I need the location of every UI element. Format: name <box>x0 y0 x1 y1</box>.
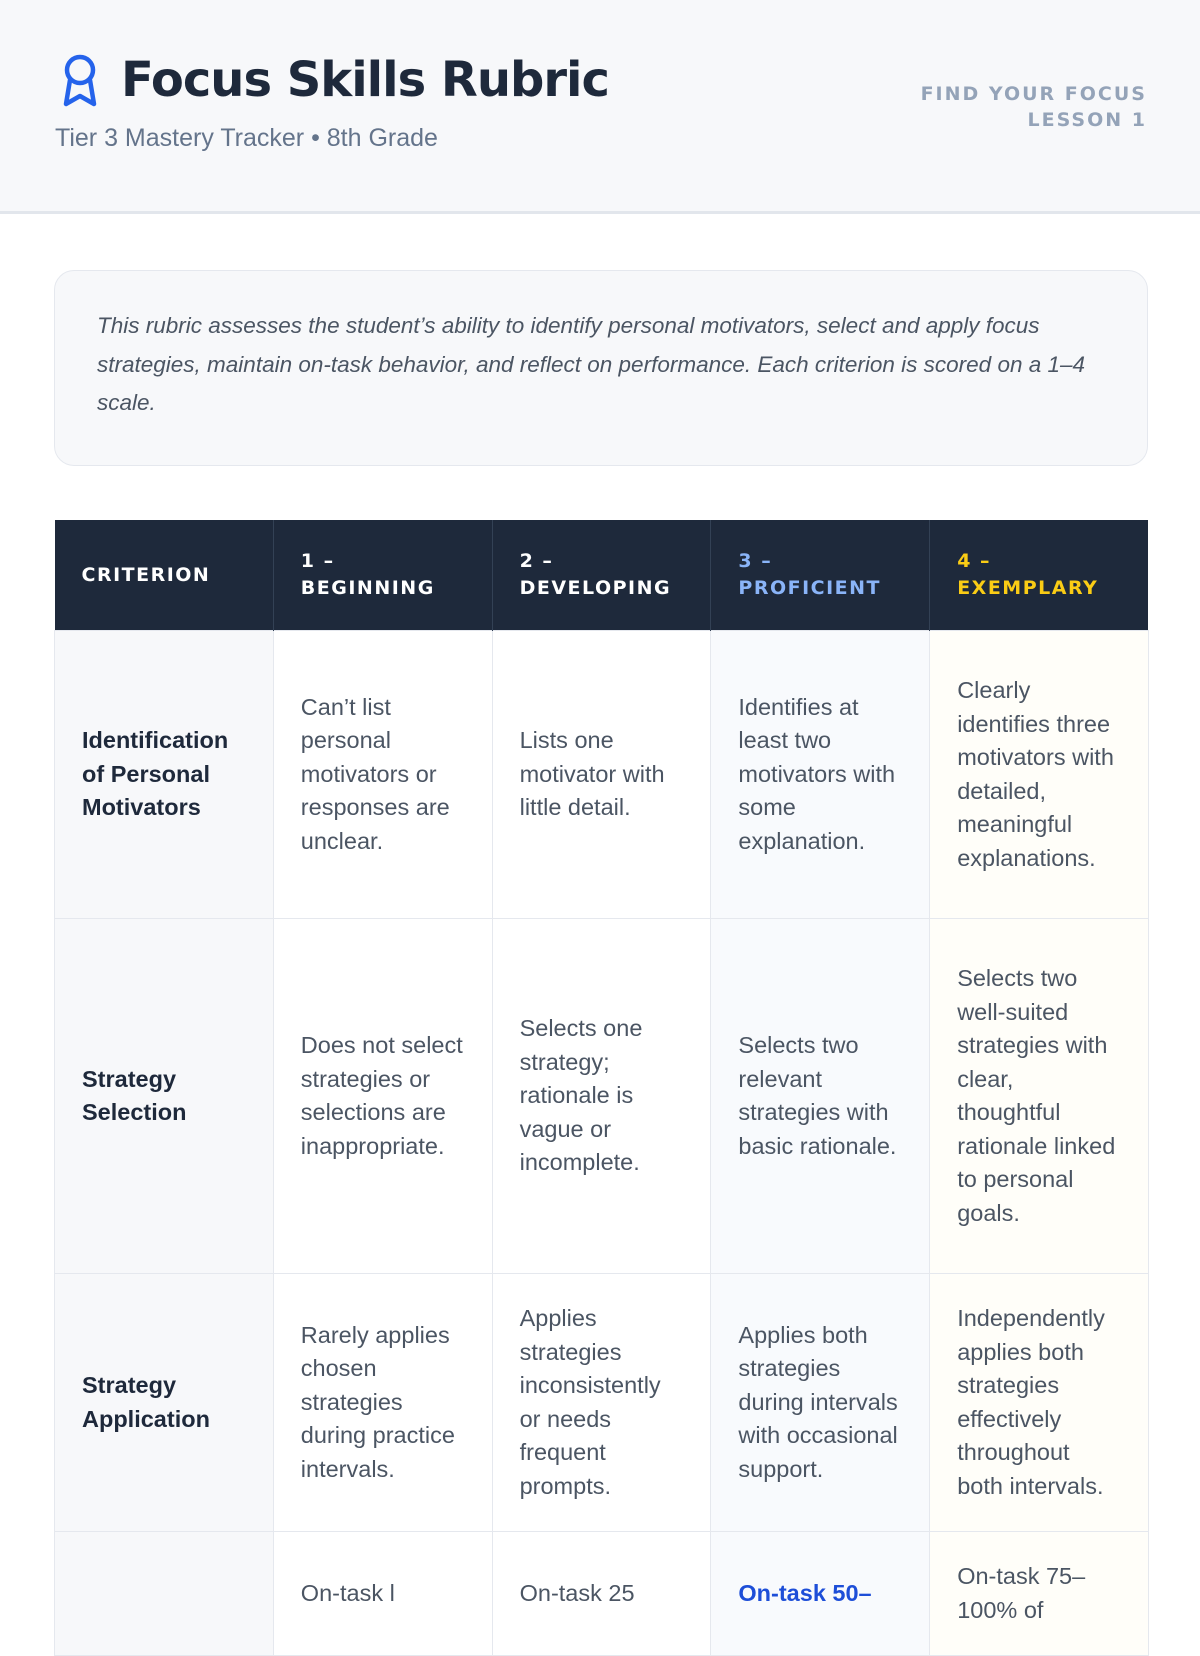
column-header-developing: 2 – DEVELOPING <box>492 520 711 631</box>
table-row <box>55 1532 1149 1656</box>
column-header-beginning: 1 – BEGINNING <box>273 520 492 631</box>
developing-cell: Lists one motivator with little detail. <box>492 631 711 919</box>
column-header-proficient: 3 – PROFICIENT <box>711 520 930 631</box>
table-row <box>55 919 1149 1274</box>
medal-icon <box>55 52 105 108</box>
column-header-exemplary: 4 – EXEMPLARY <box>930 520 1149 631</box>
developing-cell: On-task 25 <box>492 1532 711 1656</box>
lesson-tag <box>921 81 1147 133</box>
page-title: Focus Skills Rubric <box>121 52 609 108</box>
title-row <box>55 52 609 108</box>
criterion-cell: Identification of Personal Motivators <box>55 631 274 919</box>
proficient-cell: Selects two relevant strategies with basic rationale. <box>711 919 930 1274</box>
table-row <box>55 631 1149 919</box>
proficient-cell: On-task 50– <box>711 1532 930 1656</box>
rubric-table <box>54 520 1149 1656</box>
exemplary-cell: Clearly identifies three motivators with detailed, meaningful explanations. <box>930 631 1149 919</box>
beginning-cell: Does not select strategies or selections are inappropriate. <box>273 919 492 1274</box>
developing-cell: Applies strategies inconsistently or needs frequent prompts. <box>492 1274 711 1532</box>
criterion-cell: Strategy Application <box>55 1274 274 1532</box>
criterion-cell <box>55 1532 274 1656</box>
column-header-criterion: CRITERION <box>55 520 274 631</box>
proficient-cell: Identifies at least two motivators with some explanation. <box>711 631 930 919</box>
exemplary-cell: On-task 75– 100% of <box>930 1532 1149 1656</box>
page-header <box>0 0 1200 214</box>
proficient-cell: Applies both strategies during intervals with occasional support. <box>711 1274 930 1532</box>
beginning-cell: Can’t list personal motivators or responses are unclear. <box>273 631 492 919</box>
exemplary-cell: Independently applies both strategies effectively throughout both intervals. <box>930 1274 1149 1532</box>
table-row <box>55 1274 1149 1532</box>
lesson-tag-line1: FIND YOUR FOCUS <box>920 83 1147 105</box>
exemplary-cell: Selects two well-suited strategies with clear, thoughtful rationale linked to personal goals. <box>930 919 1149 1274</box>
rubric-header <box>55 520 1149 631</box>
beginning-cell: On-task l <box>273 1532 492 1656</box>
beginning-cell: Rarely applies chosen strategies during practice intervals. <box>273 1274 492 1532</box>
page-subtitle: Tier 3 Mastery Tracker • 8th Grade <box>55 124 438 152</box>
developing-cell: Selects one strategy; rationale is vague or incomplete. <box>492 919 711 1274</box>
criterion-cell: Strategy Selection <box>55 919 274 1274</box>
intro-callout: This rubric assesses the student’s ability to identify personal motivators, select and apply focus strategies, maintain on-task behavior, and reflect on performance. Each criterion is scored on a 1–4 scale. <box>54 270 1148 466</box>
lesson-tag-line2: LESSON 1 <box>1027 109 1147 131</box>
